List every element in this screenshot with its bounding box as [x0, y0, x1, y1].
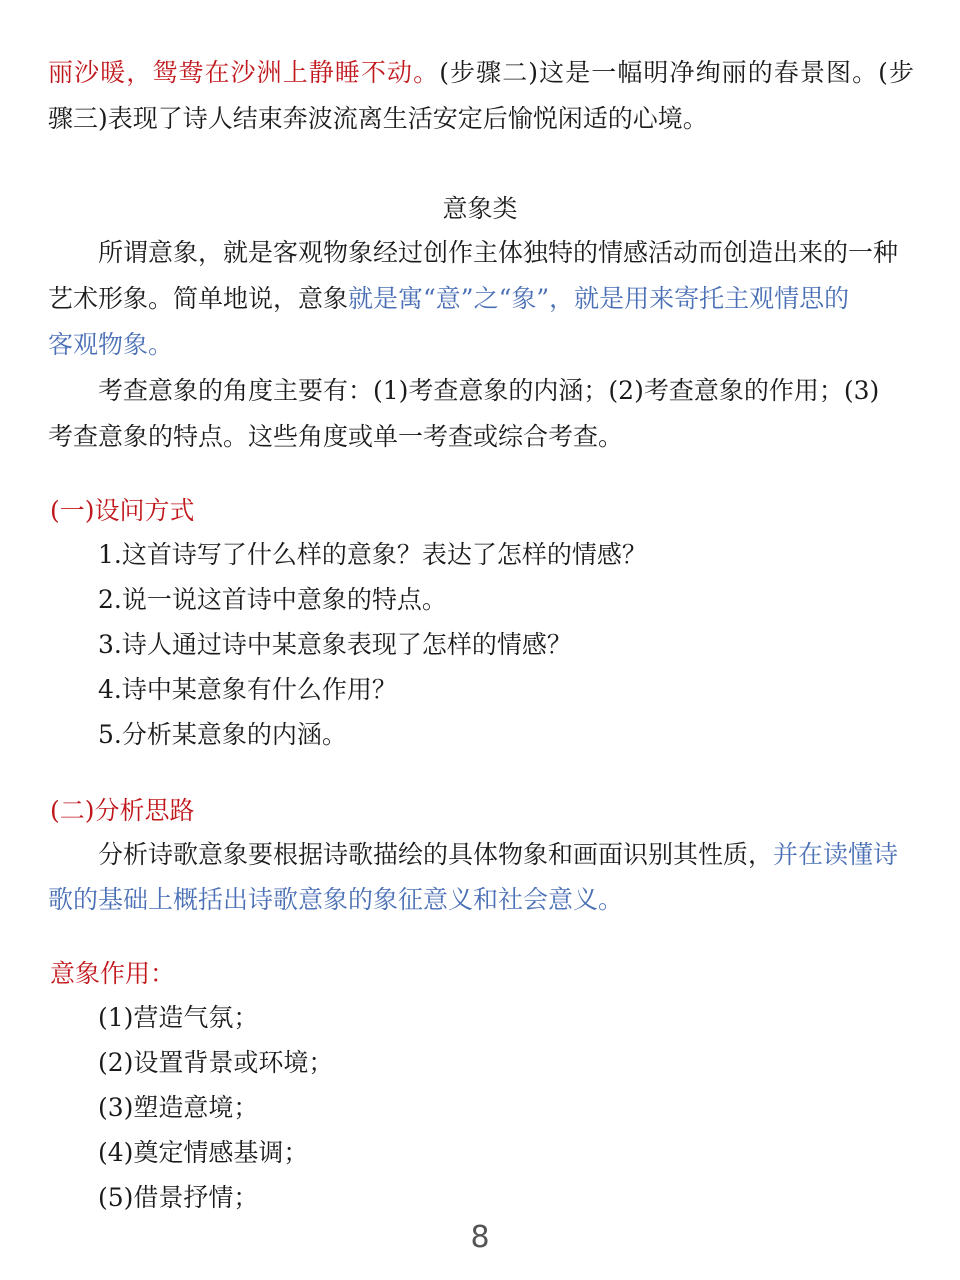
definition-black-text: 艺术形象。简单地说，意象 — [48, 284, 349, 313]
definition-line-2 — [48, 284, 849, 314]
function-item: (5)借景抒情； — [98, 1183, 259, 1212]
definition-blue-text: 就是寓“意”之“象”，就是用来寄托主观情思的 — [348, 284, 850, 313]
function-item: (3)塑造意境； — [98, 1093, 259, 1122]
function-item: (4)奠定情感基调； — [98, 1138, 309, 1167]
intro-line-2: 骤三)表现了诗人结束奔波流离生活安定后愉悦闲适的心境。 — [48, 104, 708, 133]
question-item: 5.分析某意象的内涵。 — [98, 720, 347, 749]
intro-red-text: 丽沙暖，鸳鸯在沙洲上静睡不动。 — [48, 58, 440, 87]
analysis-line-1 — [98, 840, 898, 870]
definition-line-1: 所谓意象，就是客观物象经过创作主体独特的情感活动而创造出来的一种 — [98, 238, 899, 267]
angles-line-2: 考查意象的特点。这些角度或单一考查或综合考查。 — [48, 422, 624, 451]
intro-line-1 — [48, 58, 914, 88]
question-item: 4.诗中某意象有什么作用？ — [98, 675, 397, 704]
analysis-line-2: 歌的基础上概括出诗歌意象的象征意义和社会意义。 — [48, 885, 624, 914]
question-item: 2.说一说这首诗中意象的特点。 — [98, 585, 447, 614]
definition-line-3: 客观物象。 — [48, 330, 174, 359]
analysis-heading: (二)分析思路 — [50, 796, 195, 825]
analysis-blue-text: 并在读懂诗 — [773, 840, 899, 869]
function-item: (2)设置背景或环境； — [98, 1048, 334, 1077]
functions-heading: 意象作用： — [50, 959, 176, 988]
question-item: 3.诗人通过诗中某意象表现了怎样的情感？ — [98, 630, 572, 659]
section-title: 意象类 — [442, 194, 518, 223]
function-item: (1)营造气氛； — [98, 1003, 259, 1032]
intro-step-text: (步骤二)这是一幅明净绚丽的春景图。(步 — [439, 58, 914, 87]
analysis-black-text: 分析诗歌意象要根据诗歌描绘的具体物象和画面识别其性质， — [98, 840, 774, 869]
angles-line-1: 考查意象的角度主要有：(1)考查意象的内涵；(2)考查意象的作用；(3) — [98, 376, 880, 405]
questions-heading: (一)设问方式 — [50, 496, 195, 525]
question-item: 1.这首诗写了什么样的意象？表达了怎样的情感？ — [98, 540, 647, 569]
page-number: 8 — [470, 1220, 490, 1255]
